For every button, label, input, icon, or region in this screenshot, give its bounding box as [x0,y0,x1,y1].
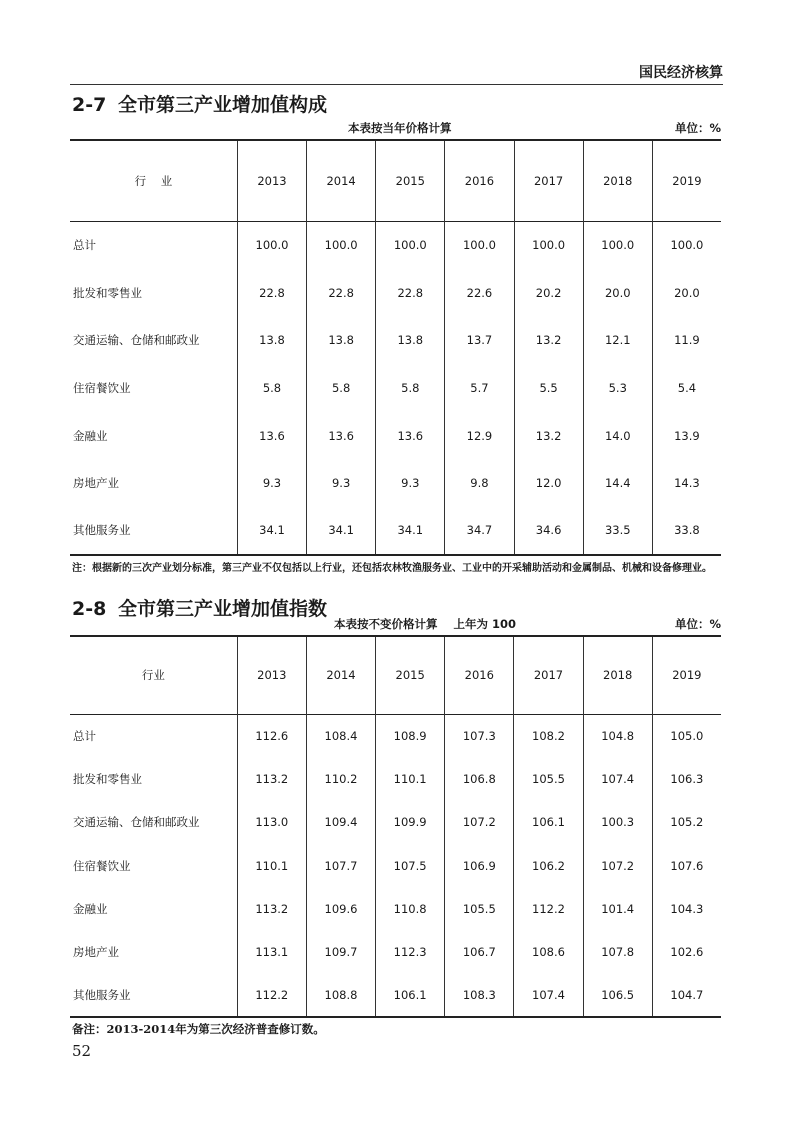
table-row [70,507,721,555]
cell-value: 105.0 [652,714,721,757]
table1-unit: 单位：% [674,121,721,135]
cell-value: 22.8 [376,269,445,317]
cell-value: 9.3 [307,459,376,507]
row-label: 其他服务业 [73,987,131,1002]
cell-value: 110.1 [237,844,306,887]
table1 [70,139,721,556]
table-row [70,364,721,412]
table2-year-header: 2018 [583,636,652,714]
cell-value: 104.3 [652,887,721,930]
cell-value: 113.0 [237,801,306,844]
table2-unit: 单位：% [674,617,721,631]
cell-value: 106.7 [445,930,514,973]
cell-value: 9.3 [237,459,306,507]
cell-value: 100.0 [445,221,514,269]
cell-value: 107.3 [445,714,514,757]
table-row [70,757,721,800]
table-row [70,459,721,507]
cell-value: 11.9 [652,316,721,364]
row-label: 住宿餐饮业 [73,858,131,873]
table-row [70,269,721,317]
table-row [70,887,721,930]
cell-value: 104.8 [583,714,652,757]
cell-value: 107.2 [583,844,652,887]
cell-value: 12.1 [583,316,652,364]
running-head: 国民经济核算 [639,65,723,81]
cell-value: 5.8 [376,364,445,412]
cell-value: 9.3 [376,459,445,507]
table-row [70,714,721,757]
table-row [70,930,721,973]
cell-value: 108.4 [306,714,375,757]
cell-value: 112.2 [237,974,306,1017]
table-row [70,844,721,887]
cell-value: 112.3 [376,930,445,973]
cell-value: 34.1 [376,507,445,555]
cell-value: 106.5 [583,974,652,1017]
row-label: 批发和零售业 [73,771,142,786]
cell-value: 113.2 [237,757,306,800]
cell-value: 13.6 [307,412,376,460]
cell-value: 108.6 [514,930,583,973]
cell-value: 112.6 [237,714,306,757]
table1-year-header: 2016 [445,140,514,221]
table1-number: 2-7 [72,94,107,116]
row-label: 总计 [73,728,96,743]
table2-header-row [70,636,721,714]
row-label: 房地产业 [73,476,119,491]
table2-year-header: 2014 [306,636,375,714]
cell-value: 14.4 [583,459,652,507]
cell-value: 104.7 [652,974,721,1017]
table1-year-header: 2013 [237,140,306,221]
cell-value: 34.6 [514,507,583,555]
table1-year-header: 2015 [376,140,445,221]
cell-value: 13.2 [514,316,583,364]
table1-year-header: 2019 [652,140,721,221]
cell-value: 106.3 [652,757,721,800]
cell-value: 100.0 [307,221,376,269]
table1-note: 注：根据新的三次产业划分标准，第三产业不仅包括以上行业，还包括农林牧渔服务业、工业中的开采辅助活动和金属制品、机械和设备修理业。 [72,563,712,574]
cell-value: 108.2 [514,714,583,757]
table2-number: 2-8 [72,598,107,620]
cell-value: 105.2 [652,801,721,844]
cell-value: 5.8 [307,364,376,412]
cell-value: 105.5 [445,887,514,930]
cell-value: 110.8 [376,887,445,930]
cell-value: 106.2 [514,844,583,887]
cell-value: 33.8 [652,507,721,555]
cell-value: 105.5 [514,757,583,800]
cell-value: 110.1 [376,757,445,800]
cell-value: 20.0 [583,269,652,317]
cell-value: 102.6 [652,930,721,973]
table2-year-header: 2013 [237,636,306,714]
cell-value: 22.8 [237,269,306,317]
cell-value: 100.0 [514,221,583,269]
cell-value: 22.8 [307,269,376,317]
cell-value: 106.9 [445,844,514,887]
table1-year-header: 2017 [514,140,583,221]
cell-value: 9.8 [445,459,514,507]
cell-value: 109.4 [306,801,375,844]
table2-basis: 本表按不变价格计算 上年为 100 [334,617,517,631]
cell-value: 107.5 [376,844,445,887]
cell-value: 107.4 [514,974,583,1017]
table-row [70,412,721,460]
table-row [70,801,721,844]
cell-value: 14.0 [583,412,652,460]
cell-value: 100.0 [376,221,445,269]
cell-value: 13.2 [514,412,583,460]
cell-value: 34.1 [307,507,376,555]
cell-value: 100.3 [583,801,652,844]
cell-value: 106.1 [376,974,445,1017]
cell-value: 106.8 [445,757,514,800]
table2 [70,635,721,1018]
cell-value: 14.3 [652,459,721,507]
cell-value: 22.6 [445,269,514,317]
cell-value: 100.0 [583,221,652,269]
row-label: 交通运输、仓储和邮政业 [73,815,200,830]
cell-value: 34.7 [445,507,514,555]
table1-year-header: 2018 [583,140,652,221]
cell-value: 13.8 [237,316,306,364]
table1-basis: 本表按当年价格计算 [348,121,452,135]
cell-value: 5.8 [237,364,306,412]
cell-value: 109.9 [376,801,445,844]
cell-value: 106.1 [514,801,583,844]
table-row [70,316,721,364]
cell-value: 113.1 [237,930,306,973]
cell-value: 34.1 [237,507,306,555]
cell-value: 108.8 [306,974,375,1017]
table2-remark: 备注：2013-2014年为第三次经济普查修订数。 [72,1022,325,1036]
table1-year-header: 2014 [307,140,376,221]
cell-value: 107.7 [306,844,375,887]
cell-value: 110.2 [306,757,375,800]
cell-value: 13.6 [237,412,306,460]
header-rule [70,84,723,85]
row-label: 批发和零售业 [73,285,142,300]
cell-value: 108.3 [445,974,514,1017]
cell-value: 113.2 [237,887,306,930]
table1-title [72,90,327,117]
row-label: 房地产业 [73,945,119,960]
cell-value: 100.0 [237,221,306,269]
table2-title-text: 全市第三产业增加值指数 [118,598,328,620]
cell-value: 13.8 [376,316,445,364]
cell-value: 5.5 [514,364,583,412]
row-label: 金融业 [73,901,108,916]
cell-value: 12.9 [445,412,514,460]
table1-row-header: 行 业 [134,173,173,188]
cell-value: 109.7 [306,930,375,973]
table-row [70,974,721,1017]
cell-value: 109.6 [306,887,375,930]
table2-year-header: 2017 [514,636,583,714]
cell-value: 107.4 [583,757,652,800]
cell-value: 107.6 [652,844,721,887]
cell-value: 20.0 [652,269,721,317]
row-label: 其他服务业 [73,523,131,538]
table2-year-header: 2019 [652,636,721,714]
row-label: 住宿餐饮业 [73,380,131,395]
cell-value: 107.8 [583,930,652,973]
table2-row-header: 行业 [141,668,165,683]
table-row [70,221,721,269]
cell-value: 5.7 [445,364,514,412]
page-number: 52 [72,1042,92,1060]
cell-value: 108.9 [376,714,445,757]
cell-value: 13.8 [307,316,376,364]
row-label: 交通运输、仓储和邮政业 [73,333,200,348]
row-label: 总计 [73,238,96,253]
table1-header-row [70,140,721,221]
row-label: 金融业 [73,428,108,443]
table1-title-text: 全市第三产业增加值构成 [118,94,328,116]
table2-title [72,594,327,621]
cell-value: 5.4 [652,364,721,412]
cell-value: 33.5 [583,507,652,555]
table2-year-header: 2015 [376,636,445,714]
cell-value: 13.9 [652,412,721,460]
cell-value: 101.4 [583,887,652,930]
cell-value: 13.6 [376,412,445,460]
cell-value: 13.7 [445,316,514,364]
cell-value: 107.2 [445,801,514,844]
cell-value: 100.0 [652,221,721,269]
cell-value: 112.2 [514,887,583,930]
cell-value: 12.0 [514,459,583,507]
cell-value: 20.2 [514,269,583,317]
cell-value: 5.3 [583,364,652,412]
table2-year-header: 2016 [445,636,514,714]
